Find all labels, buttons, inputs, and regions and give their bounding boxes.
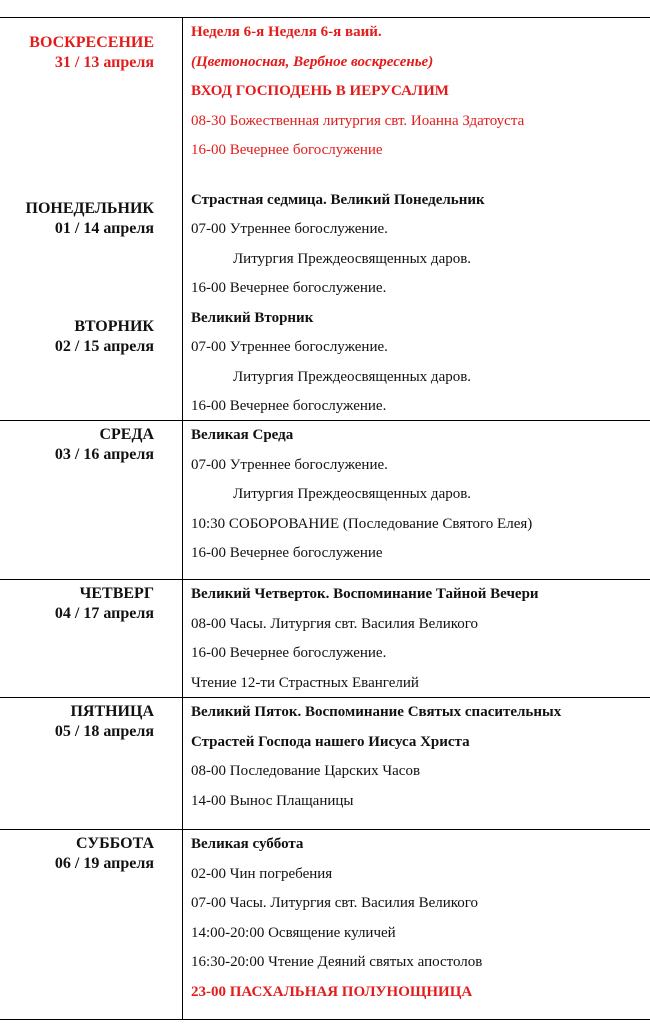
event-line: 23-00 ПАСХАЛЬНАЯ ПОЛУНОЩНИЦА xyxy=(191,983,473,1000)
event-line: Неделя 6-я Неделя 6-я ваий. xyxy=(191,24,382,40)
event-line: (Цветоносная, Вербное воскресенье) xyxy=(191,53,434,70)
date-sunday: 31 / 13 апреля xyxy=(54,54,154,71)
day-column xyxy=(0,18,183,420)
event-line: Великий Пяток. Воспоминание Святых спасительных xyxy=(191,704,562,720)
event-line: Великий Четверток. Воспоминание Тайной Вечери xyxy=(191,586,539,602)
event-line: 14-00 Вынос Плащаницы xyxy=(191,792,354,809)
day-name-tuesday: ВТОРНИК xyxy=(74,318,154,335)
event-line: Страстная седмица. Великий Понедельник xyxy=(191,191,485,208)
event-line: Страстей Господа нашего Иисуса Христа xyxy=(191,733,470,750)
events-column xyxy=(183,18,650,420)
event-line: Литургия Преждеосвященных даров. xyxy=(233,486,472,502)
event-line: Литургия Преждеосвященных даров. xyxy=(233,368,472,385)
event-line: 16-00 Вечернее богослужение xyxy=(191,545,383,561)
schedule-row-friday xyxy=(0,698,650,830)
event-line: 07-00 Часы. Литургия свт. Василия Великого xyxy=(191,895,479,911)
schedule-row-wednesday xyxy=(0,421,650,580)
day-column xyxy=(0,698,183,829)
date-friday: 05 / 18 апреля xyxy=(54,723,154,740)
day-name-thursday: ЧЕТВЕРГ xyxy=(79,585,154,602)
event-line: Великая Среда xyxy=(191,427,294,443)
day-column xyxy=(0,580,183,697)
event-line: 02-00 Чин погребения xyxy=(191,865,333,882)
schedule-table xyxy=(0,17,650,1020)
event-line: Великий Вторник xyxy=(191,309,314,326)
day-name-wednesday: СРЕДА xyxy=(99,426,154,443)
day-name-friday: ПЯТНИЦА xyxy=(70,703,154,720)
event-line: 16-00 Вечернее богослужение xyxy=(191,142,383,158)
date-tuesday: 02 / 15 апреля xyxy=(54,338,154,355)
day-column xyxy=(0,421,183,579)
day-name-saturday: СУББОТА xyxy=(75,835,154,852)
event-line: 07-00 Утреннее богослужение. xyxy=(191,456,388,473)
event-line: 14:00-20:00 Освящение куличей xyxy=(191,924,396,941)
event-line: 07-00 Утреннее богослужение. xyxy=(191,221,388,237)
event-line: 10:30 СОБОРОВАНИЕ (Последование Святого Елея) xyxy=(191,515,533,532)
events-column xyxy=(183,421,650,579)
day-name-sunday: ВОСКРЕСЕНИЕ xyxy=(29,34,154,51)
date-saturday: 06 / 19 апреля xyxy=(54,855,154,872)
event-line: 16-00 Вечернее богослужение. xyxy=(191,645,387,661)
event-line: Великая суббота xyxy=(191,836,304,852)
events-column xyxy=(183,580,650,697)
event-line: 08-00 Часы. Литургия свт. Василия Великого xyxy=(191,615,479,632)
event-line: 16:30-20:00 Чтение Деяний святых апостолов xyxy=(191,954,483,970)
event-line: 07-00 Утреннее богослужение. xyxy=(191,339,388,355)
event-line: Литургия Преждеосвященных даров. xyxy=(233,250,472,267)
schedule-row-thursday xyxy=(0,580,650,698)
date-wednesday: 03 / 16 апреля xyxy=(54,446,154,463)
events-column xyxy=(183,698,650,829)
date-thursday: 04 / 17 апреля xyxy=(54,605,154,622)
event-line: 16-00 Вечернее богослужение. xyxy=(191,398,387,414)
events-column xyxy=(183,830,650,1019)
event-line: 16-00 Вечернее богослужение. xyxy=(191,280,387,296)
day-name-monday: ПОНЕДЕЛЬНИК xyxy=(25,200,154,217)
schedule-row-saturday xyxy=(0,830,650,1020)
day-column xyxy=(0,830,183,1019)
schedule-row-palm-sunday-to-tuesday xyxy=(0,18,650,421)
event-line: Чтение 12-ти Страстных Евангелий xyxy=(191,674,419,691)
event-line: 08-30 Божественная литургия свт. Иоанна Здатоуста xyxy=(191,112,525,129)
event-line: ВХОД ГОСПОДЕНЬ В ИЕРУСАЛИМ xyxy=(191,83,449,99)
event-line: 08-00 Последование Царских Часов xyxy=(191,763,421,779)
date-monday: 01 / 14 апреля xyxy=(54,220,154,237)
